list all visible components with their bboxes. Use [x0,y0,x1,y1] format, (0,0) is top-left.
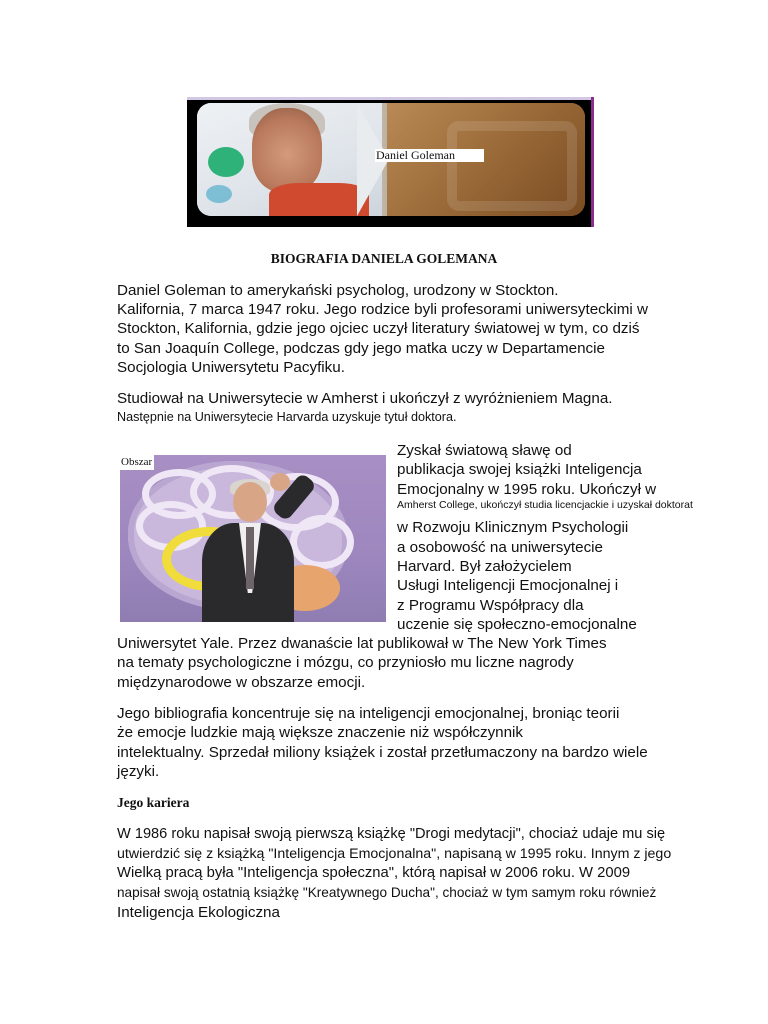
paragraph-line: Jego bibliografia koncentruje się na inteligencji emocjonalnej, broniąc teorii [117,705,620,722]
paragraph-line: napisał swoją ostatnią książkę "Kreatywnego Ducha", chociaż w tym samym roku również [117,885,657,900]
section-heading: Jego kariera [117,795,190,810]
paragraph-line: Socjologia Uniwersytetu Pacyfiku. [117,359,345,376]
paragraph-line: Kalifornia, 7 marca 1947 roku. Jego rodzice byli profesorami uniwersyteckimi w [117,301,648,318]
text-line: Daniel Goleman to amerykański psycholog, urodzony w Stockton. [117,282,559,299]
paragraph-line: W 1986 roku napisał swoją pierwszą książkę "Drogi medytacji", chociaż udaje mu się [117,826,666,842]
paragraph-line: w Rozwoju Klinicznym Psychologii [397,519,629,536]
paragraph-line: to San Joaquín College, podczas gdy jego matka uczy w Departamencie [117,340,605,357]
banner-caption: Daniel Goleman [375,149,484,162]
paragraph-line: międzynarodowe w obszarze emocji. [117,674,366,691]
paragraph-line: Studiował na Uniwersytecie w Amherst i ukończył z wyróżnieniem Magna. [117,390,613,407]
paragraph-line: Zyskał światową sławę od [397,442,572,459]
paragraph-line: na tematy psychologiczne i mózgu, co przyniosło mu liczne nagrody [117,654,574,671]
paragraph-line: Amherst College, ukończył studia licencjackie i uzyskał doktorat [397,499,693,511]
brain-photo [120,455,386,622]
paragraph-line: publikacja swojej książki Inteligencja [397,461,642,478]
paragraph-line: z Programu Współpracy dla [397,597,584,614]
paragraph-line: Stockton, Kalifornia, gdzie jego ojciec uczył literatury światowej w tym, co dziś [117,320,640,337]
paragraph-line: intelektualny. Sprzedał miliony książek i został przetłumaczony na bardzo wiele [117,744,648,761]
paragraph-line: uczenie się społeczno-emocjonalne [397,616,637,633]
paragraph-line: Inteligencja Ekologiczna [117,904,280,921]
figure-caption: Obszar [121,456,153,468]
paragraph-line: że emocje ludzkie mają większe znaczenie niż współczynnik [117,724,524,741]
paragraph-line: Wielką pracą była "Inteligencja społeczna", którą napisał w 2006 roku. W 2009 [117,865,631,881]
paragraph-line: Następnie na Uniwersytecie Harvarda uzyskuje tytuł doktora. [117,410,457,424]
paragraph-line: a osobowość na uniwersytecie [397,539,603,556]
paragraph-line: Emocjonalny w 1995 roku. Ukończył w [397,481,657,498]
page-title: BIOGRAFIA DANIELA GOLEMANA [270,251,498,266]
paragraph-line: Uniwersytet Yale. Przez dwanaście lat publikował w The New York Times [117,635,607,652]
paragraph-line: języki. [117,763,160,780]
paragraph-line: utwierdzić się z książką "Inteligencja Emocjonalna", napisaną w 1995 roku. Innym z jego [117,846,672,862]
paragraph-line: Usługi Inteligencji Emocjonalnej i [397,577,619,594]
paragraph-line [117,281,619,300]
paragraph-line: Harvard. Był założycielem [397,558,572,575]
banner-image [187,97,594,227]
